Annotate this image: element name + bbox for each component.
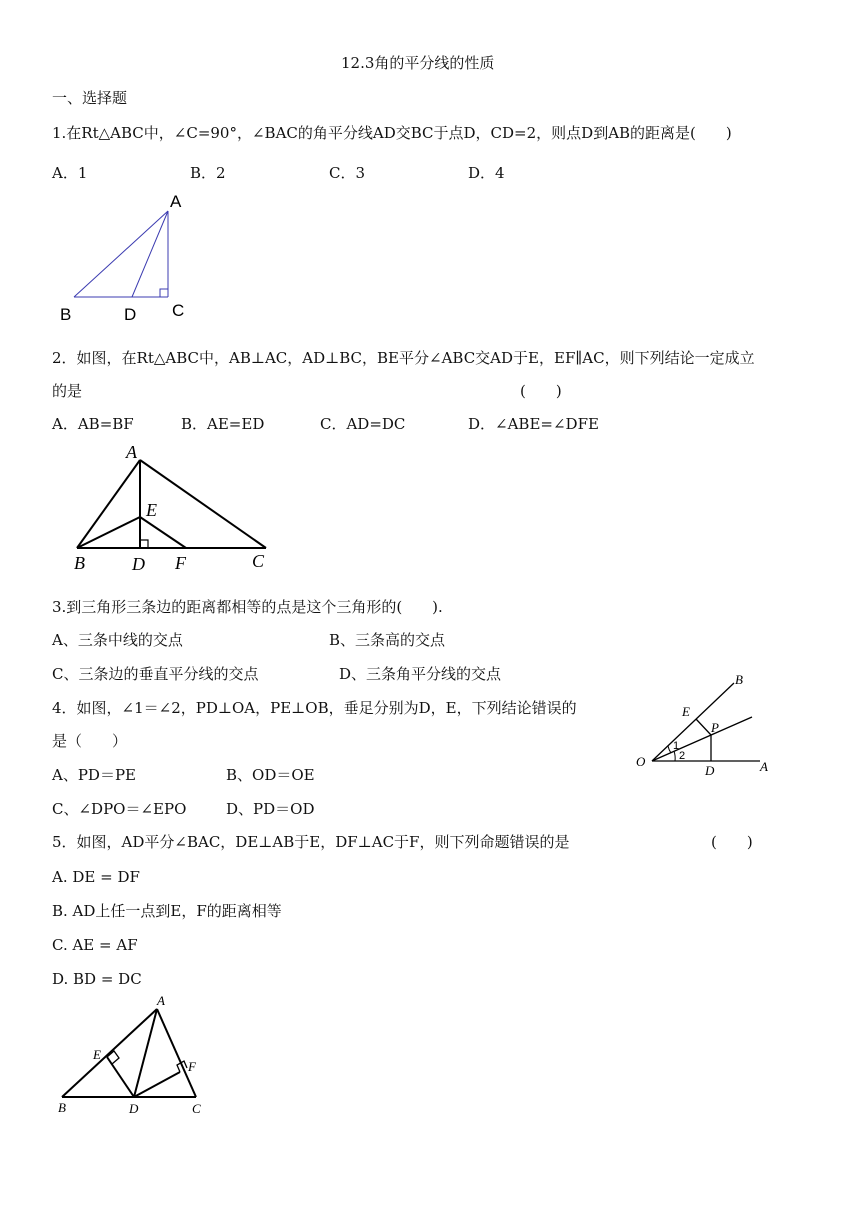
- q4-label-d: D: [705, 763, 715, 778]
- q2-label-c: C: [252, 551, 265, 571]
- q2-option-b: B．AE=ED: [181, 415, 265, 433]
- q4-label-p: P: [711, 720, 719, 735]
- section-heading: 一、选择题: [52, 89, 128, 107]
- q5-side-ab: [62, 1009, 157, 1097]
- q4-label-b: B: [735, 672, 743, 687]
- q1-option-a: A．1: [52, 164, 88, 182]
- q5-option-c: C. AE = AF: [52, 936, 138, 954]
- q5-side-ac: [157, 1009, 196, 1097]
- q1-label-c: C: [172, 301, 185, 320]
- q4-label-angle1: 1: [673, 740, 680, 752]
- q5-text: 5．如图，AD平分∠BAC，DE⊥AB于E，DF⊥AC于F，则下列命题错误的是: [52, 833, 570, 851]
- q2-option-a: A．AB=BF: [52, 415, 134, 433]
- q4-label-a: A: [760, 759, 768, 774]
- q1-label-d: D: [124, 305, 137, 324]
- q5-option-d: D. BD = DC: [52, 970, 142, 988]
- q3-option-a: A、三条中线的交点: [52, 631, 183, 649]
- q5-label-a: A: [157, 993, 165, 1008]
- q5-option-b: B. AD上任一点到E，F的距离相等: [52, 902, 282, 920]
- q5-answer-paren: ( ): [711, 833, 753, 851]
- q4-label-angle2: 2: [679, 750, 686, 762]
- q1-option-c: C．3: [329, 164, 366, 182]
- q4-label-e: E: [682, 704, 690, 719]
- q5-option-a: A. DE = DF: [52, 868, 140, 886]
- q4-option-b: B、OD＝OE: [226, 766, 315, 784]
- q1-option-d: D．4: [468, 164, 505, 182]
- q2-option-d: D．∠ABE=∠DFE: [468, 415, 599, 433]
- page-title: 12.3角的平分线的性质: [341, 54, 495, 72]
- q5-perpendicular-df: [134, 1072, 180, 1097]
- q2-label-e: E: [146, 500, 157, 520]
- q2-text-line2: 的是: [52, 382, 83, 400]
- q2-option-c: C．AD=DC: [320, 415, 406, 433]
- q5-label-b: B: [58, 1100, 66, 1115]
- q3-option-b: B、三条高的交点: [329, 631, 446, 649]
- q1-text: 1.在Rt△ABC中，∠C=90°，∠BAC的角平分线AD交BC于点D，CD=2，则点D到AB的距离是( ): [52, 124, 732, 142]
- q4-text-line1: 4．如图，∠1＝∠2，PD⊥OA，PE⊥OB，垂足分别为D，E，下列结论错误的: [52, 699, 577, 717]
- q2-label-a: A: [126, 442, 137, 462]
- q3-text: 3.到三角形三条边的距离都相等的点是这个三角形的( ).: [52, 598, 443, 616]
- q5-label-f: F: [188, 1059, 196, 1074]
- q5-bisector-ad: [134, 1009, 157, 1097]
- q1-label-a: A: [170, 192, 182, 211]
- q4-text-line2: 是（ ）: [52, 732, 128, 750]
- q4-option-a: A、PD＝PE: [52, 766, 136, 784]
- q5-label-d: D: [129, 1101, 139, 1116]
- q4-label-o: O: [636, 754, 646, 769]
- q3-option-d: D、三条角平分线的交点: [339, 665, 502, 683]
- q3-option-c: C、三条边的垂直平分线的交点: [52, 665, 259, 683]
- q2-label-d: D: [132, 554, 145, 574]
- q1-label-b: B: [60, 305, 72, 324]
- q2-label-f: F: [175, 553, 186, 573]
- q2-text-line1: 2．如图，在Rt△ABC中，AB⊥AC，AD⊥BC，BE平分∠ABC交AD于E，EF∥AC，则下列结论一定成立: [52, 349, 755, 367]
- q4-option-d: D、PD＝OD: [226, 800, 315, 818]
- q2-answer-paren: ( ): [520, 382, 562, 400]
- q5-perpendicular-de: [107, 1057, 134, 1097]
- q5-label-c: C: [192, 1101, 201, 1116]
- q5-label-e: E: [93, 1047, 101, 1062]
- q1-option-b: B．2: [190, 164, 226, 182]
- q4-option-c: C、∠DPO＝∠EPO: [52, 800, 187, 818]
- q2-label-b: B: [74, 553, 85, 573]
